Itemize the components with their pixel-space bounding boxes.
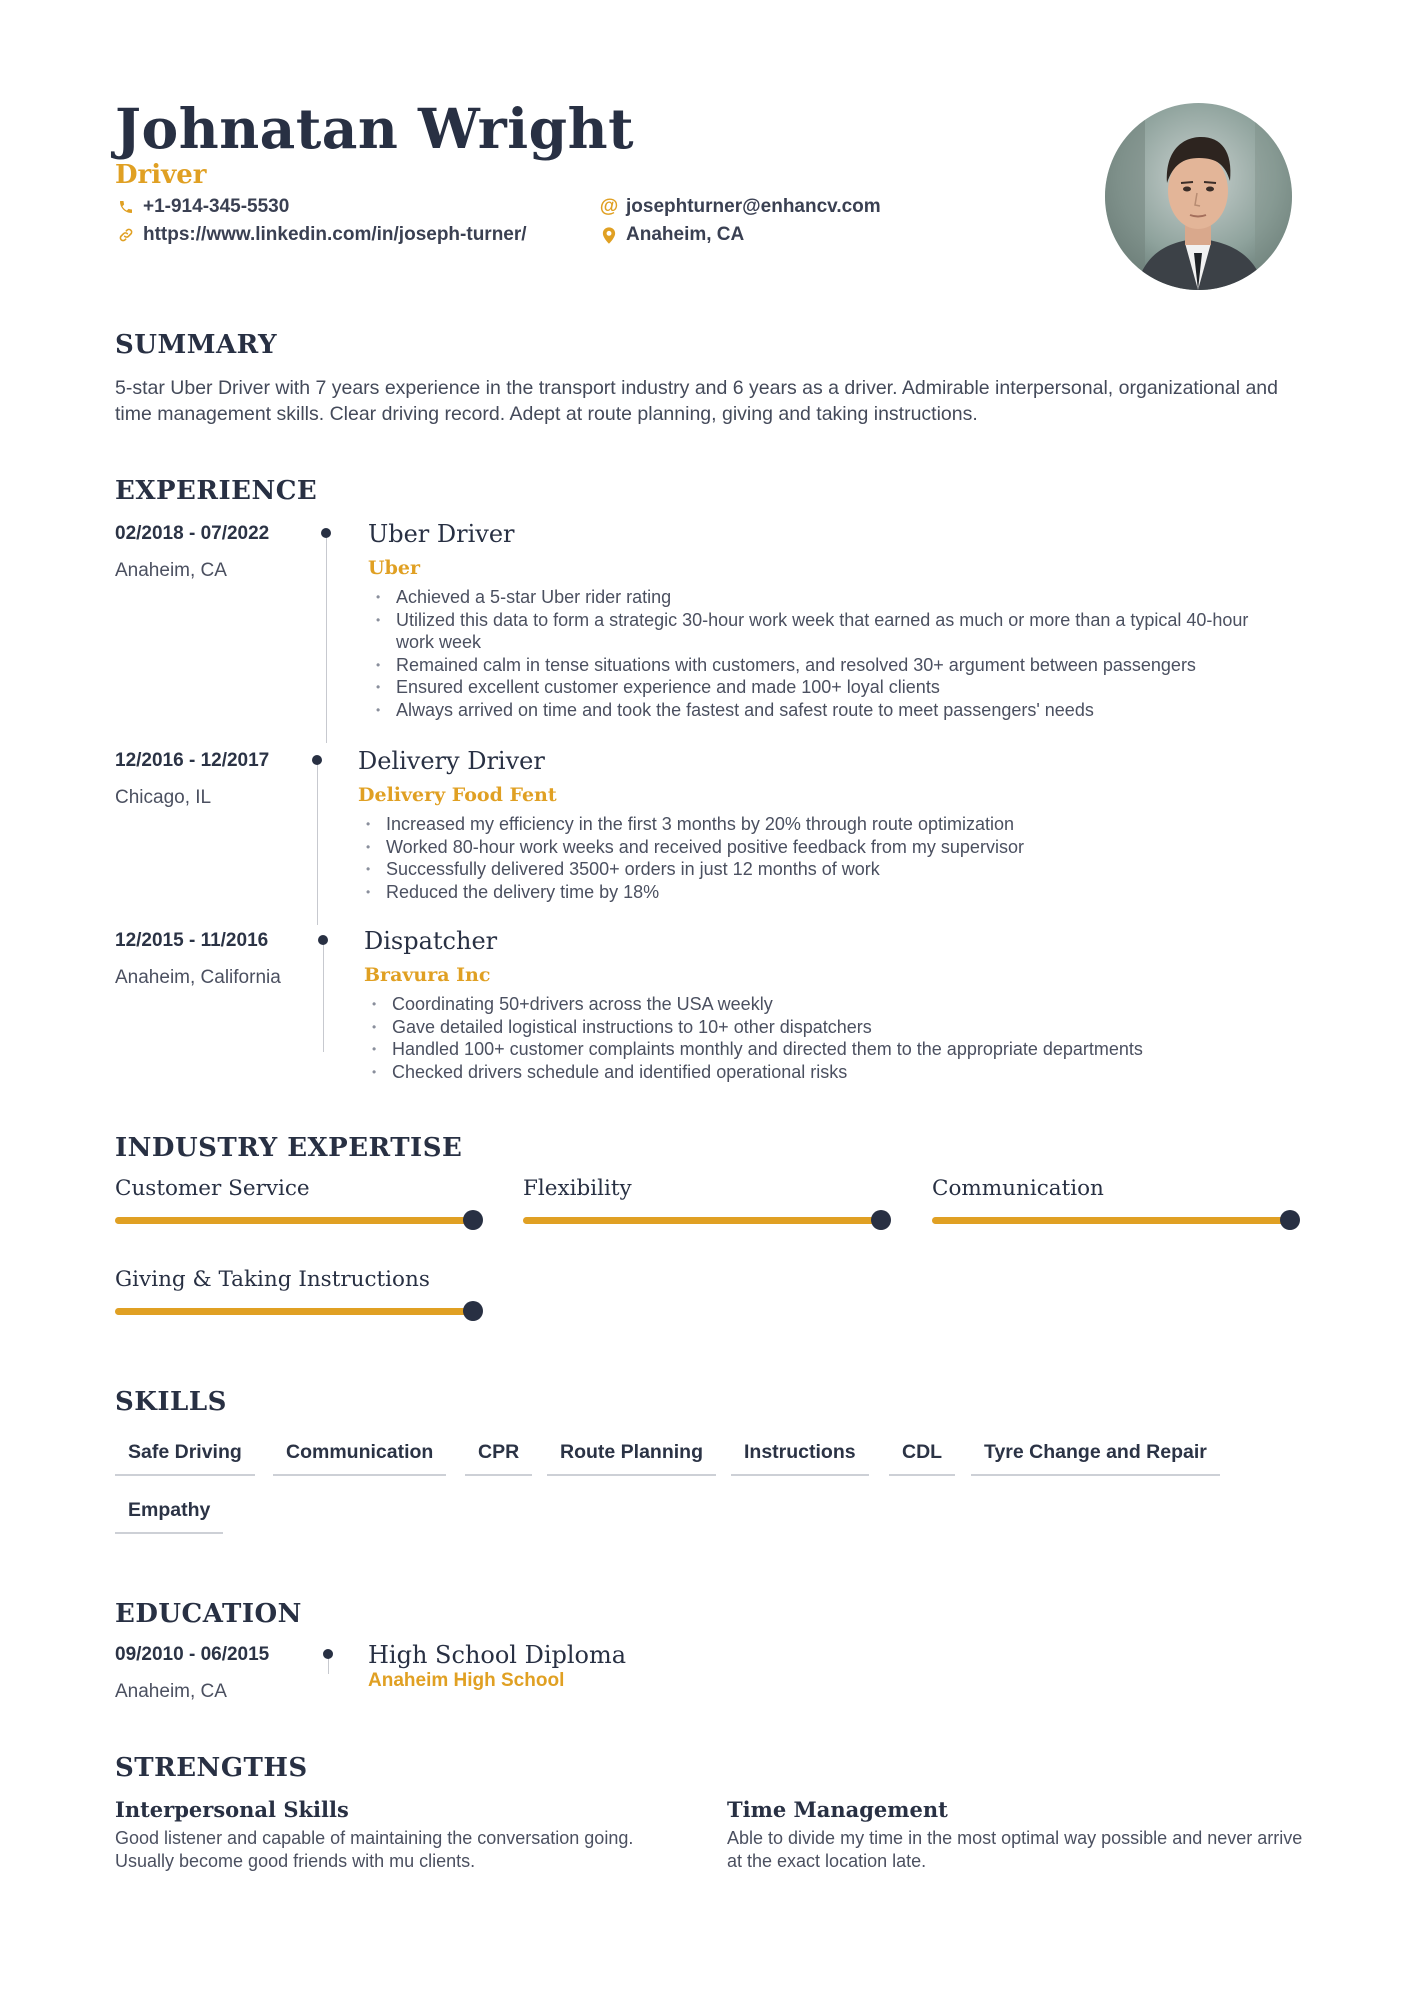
list-item: • Increased my efficiency in the first 3 months by 20% through route optimization (358, 813, 1278, 836)
job-company: Uber (368, 557, 420, 579)
skills-heading: SKILLS (115, 1387, 227, 1417)
expertise-knob (463, 1301, 483, 1321)
contact-linkedin (115, 224, 527, 246)
list-item: • Checked drivers schedule and identified operational risks (364, 1061, 1284, 1084)
phone-icon (115, 196, 137, 218)
list-item: • Reduced the delivery time by 18% (358, 881, 1278, 904)
skill-chip: CPR (465, 1441, 532, 1476)
list-item: • Always arrived on time and took the fastest and safest route to meet passengers' needs (368, 699, 1288, 722)
job-bullets (364, 993, 1284, 1083)
contact-location (598, 224, 744, 246)
education-school: Anaheim High School (368, 1670, 565, 1691)
list-item: • Utilized this data to form a strategic 30-hour work week that earned as much or more than a typical 40-hour work week (368, 609, 1288, 654)
expertise-bar (523, 1217, 881, 1224)
expertise-label: Customer Service (115, 1176, 310, 1201)
profile-photo (1105, 103, 1292, 290)
education-location: Anaheim, CA (115, 1681, 227, 1702)
job-bullets (358, 813, 1278, 903)
summary-heading: SUMMARY (115, 330, 278, 360)
list-item: • Achieved a 5-star Uber rider rating (368, 586, 1288, 609)
expertise-label: Communication (932, 1176, 1104, 1201)
job-location: Anaheim, California (115, 967, 281, 988)
strength-text: Good listener and capable of maintaining the conversation going. Usually become good friends with mu clients. (115, 1828, 634, 1871)
candidate-role: Driver (115, 160, 207, 190)
strengths-heading: STRENGTHS (115, 1753, 308, 1783)
expertise-bar (115, 1217, 473, 1224)
education-dates: 09/2010 - 06/2015 (115, 1644, 270, 1665)
expertise-fill (932, 1217, 1290, 1224)
expertise-bar (115, 1308, 473, 1315)
phone-text: +1-914-345-5530 (143, 196, 290, 217)
job-title: Delivery Driver (358, 747, 545, 775)
job-location: Chicago, IL (115, 787, 212, 808)
at-icon: @ (599, 196, 619, 217)
expertise-bar (932, 1217, 1290, 1224)
skill-chip: Empathy (115, 1499, 223, 1534)
job-location: Anaheim, CA (115, 560, 227, 581)
list-item: • Handled 100+ customer complaints monthly and directed them to the appropriate departments (364, 1038, 1284, 1061)
timeline-line (323, 940, 324, 1052)
strength-text: Able to divide my time in the most optimal way possible and never arrive at the exact location late. (727, 1828, 1303, 1871)
list-item: • Gave detailed logistical instructions to 10+ other dispatchers (364, 1016, 1284, 1039)
job-dates: 12/2015 - 11/2016 (115, 930, 269, 951)
job-dates: 02/2018 - 07/2022 (115, 523, 270, 544)
job-dates: 12/2016 - 12/2017 (115, 750, 270, 771)
list-item: • Successfully delivered 3500+ orders in just 12 months of work (358, 858, 1278, 881)
skill-chip: CDL (889, 1441, 955, 1476)
strength-title: Interpersonal Skills (115, 1797, 349, 1822)
education-degree: High School Diploma (368, 1641, 627, 1669)
expertise-knob (463, 1210, 483, 1230)
expertise-label: Giving & Taking Instructions (115, 1267, 430, 1292)
list-item: • Ensured excellent customer experience and made 100+ loyal clients (368, 676, 1288, 699)
contact-email (598, 196, 881, 218)
timeline-dot (323, 1649, 333, 1659)
skill-chip: Safe Driving (115, 1441, 255, 1476)
expertise-fill (115, 1217, 473, 1224)
link-icon (115, 224, 137, 246)
expertise-heading: INDUSTRY EXPERTISE (115, 1133, 463, 1163)
skill-chip: Route Planning (547, 1441, 716, 1476)
experience-heading: EXPERIENCE (115, 476, 318, 506)
summary-text: 5-star Uber Driver with 7 years experience in the transport industry and 6 years as a driver. Admirable interpersonal, organizational and time management skills. Clear driving record. Adept at route planning, giving and taking instructions. (115, 377, 1279, 425)
expertise-label: Flexibility (523, 1176, 632, 1201)
job-company: Delivery Food Fent (358, 784, 557, 806)
job-company: Bravura Inc (364, 964, 491, 986)
skill-chip: Communication (273, 1441, 446, 1476)
map-pin-icon (598, 224, 620, 246)
skill-chip: Instructions (731, 1441, 869, 1476)
list-item: • Coordinating 50+drivers across the USA weekly (364, 993, 1284, 1016)
expertise-knob (871, 1210, 891, 1230)
strength-title: Time Management (727, 1797, 948, 1822)
timeline-dot (318, 935, 328, 945)
expertise-knob (1280, 1210, 1300, 1230)
timeline-line (317, 760, 318, 925)
skill-chip: Tyre Change and Repair (971, 1441, 1220, 1476)
email-text[interactable]: josephturner@enhancv.com (626, 196, 881, 217)
candidate-name: Johnatan Wright (115, 96, 635, 161)
location-text: Anaheim, CA (626, 224, 745, 245)
list-item: • Worked 80-hour work weeks and received positive feedback from my supervisor (358, 836, 1278, 859)
list-item: • Remained calm in tense situations with customers, and resolved 30+ argument between passengers (368, 654, 1288, 677)
timeline-dot (321, 528, 331, 538)
job-title: Dispatcher (364, 927, 498, 955)
education-heading: EDUCATION (115, 1599, 302, 1629)
expertise-fill (115, 1308, 473, 1315)
contact-phone (115, 196, 289, 218)
job-title: Uber Driver (368, 520, 515, 548)
expertise-fill (523, 1217, 881, 1224)
job-bullets (368, 586, 1288, 721)
timeline-dot (312, 755, 322, 765)
timeline-line (326, 533, 327, 743)
linkedin-text[interactable]: https://www.linkedin.com/in/joseph-turner/ (143, 224, 527, 245)
